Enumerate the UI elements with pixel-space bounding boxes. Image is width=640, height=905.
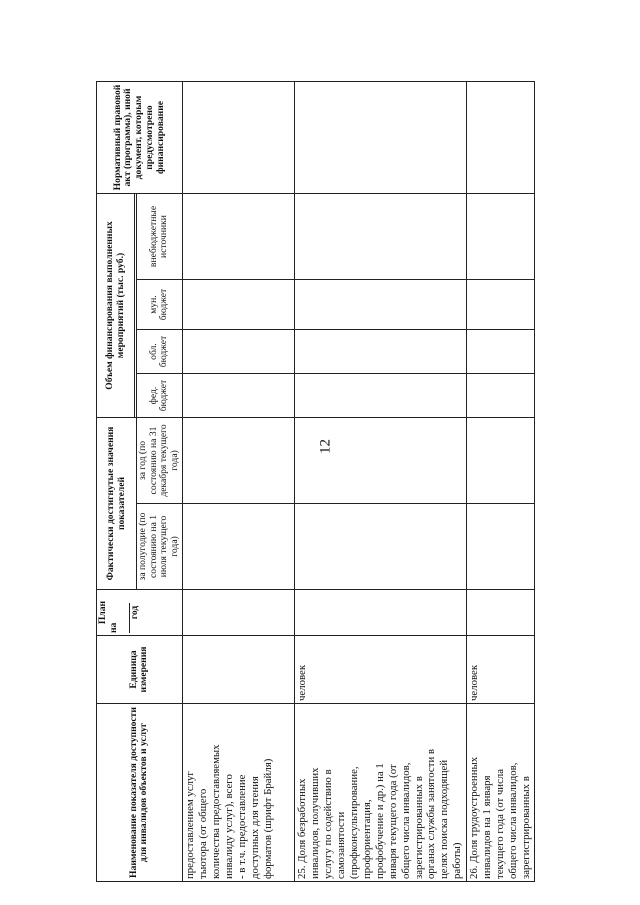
header-normative-act: Нормативный правовой акт (программа), иной документ, которым предусмотрено финансирование bbox=[97, 82, 183, 194]
header-indicator-name: Наименование показателя доступности для инвалидов объектов и услуг bbox=[97, 704, 183, 882]
cell-obl bbox=[182, 330, 294, 374]
header-funding: Объем финансирования выполненных мероприятий (тыс. руб.) bbox=[97, 194, 135, 418]
row-indicator-name: 26. Доля трудоустроенных инвалидов на 1 января текущего года (от числа общего числа инвалидов, зарегистрированных в bbox=[466, 704, 534, 882]
row-indicator-name: предоставлением услуг тьютора (от общего количества предоставляемых инвалиду услуг), всего - в т.ч. предоставление доступных для чтения форматов (шрифт Брайля) bbox=[182, 704, 294, 882]
header-plan-year: год bbox=[129, 605, 141, 620]
rotated-page-content bbox=[96, 82, 532, 882]
cell-mun bbox=[182, 280, 294, 330]
header-fed-budget: фед. бюджет bbox=[137, 374, 183, 418]
cell-actual-half bbox=[466, 504, 534, 590]
table-row bbox=[182, 82, 294, 882]
cell-plan bbox=[182, 590, 294, 636]
cell-extra bbox=[466, 194, 534, 280]
cell-actual-year bbox=[294, 418, 466, 504]
cell-act bbox=[294, 82, 466, 194]
row-unit bbox=[182, 636, 294, 704]
cell-fed bbox=[294, 374, 466, 418]
row-indicator-name: 25. Доля безработных инвалидов, получивших услугу по содействию в самозанятости (профконсультирование, профориентация, профобучение и др.) на 1 января текущего года (от общего числа инвалидов, зарегистрированных в органах службы занятости в целях поиска подходящей работы) bbox=[294, 704, 466, 882]
cell-act bbox=[466, 82, 534, 194]
cell-act bbox=[182, 82, 294, 194]
header-plan-na: на bbox=[107, 622, 119, 633]
cell-extra bbox=[294, 194, 466, 280]
cell-actual-half bbox=[294, 504, 466, 590]
table-row bbox=[294, 82, 466, 882]
header-actual-values: Фактически достигнутые значения показателей bbox=[97, 418, 137, 590]
cell-mun bbox=[466, 280, 534, 330]
accessibility-table bbox=[96, 81, 535, 882]
header-actual-half-year: за полугодие (по состоянию на 1 июля текущего года) bbox=[137, 504, 183, 590]
cell-obl bbox=[294, 330, 466, 374]
header-actual-year: за год (по состоянию на 31 декабря текущего года) bbox=[137, 418, 183, 504]
cell-plan bbox=[294, 590, 466, 636]
cell-actual-year bbox=[182, 418, 294, 504]
table-row bbox=[466, 82, 534, 882]
header-plan bbox=[97, 590, 183, 636]
header-obl-budget: обл. бюджет bbox=[137, 330, 183, 374]
cell-actual-half bbox=[182, 504, 294, 590]
cell-obl bbox=[466, 330, 534, 374]
cell-plan bbox=[466, 590, 534, 636]
header-unit: Единица измерения bbox=[97, 636, 183, 704]
row-unit: человек bbox=[466, 636, 534, 704]
cell-mun bbox=[294, 280, 466, 330]
row-unit: человек bbox=[294, 636, 466, 704]
header-mun-budget: мун. бюджет bbox=[137, 280, 183, 330]
header-extra-budget: внебюджетные источники bbox=[137, 194, 183, 280]
page-number: 12 bbox=[317, 439, 334, 454]
header-plan-label: План bbox=[97, 600, 108, 625]
cell-extra bbox=[182, 194, 294, 280]
cell-actual-year bbox=[466, 418, 534, 504]
cell-fed bbox=[466, 374, 534, 418]
cell-fed bbox=[182, 374, 294, 418]
